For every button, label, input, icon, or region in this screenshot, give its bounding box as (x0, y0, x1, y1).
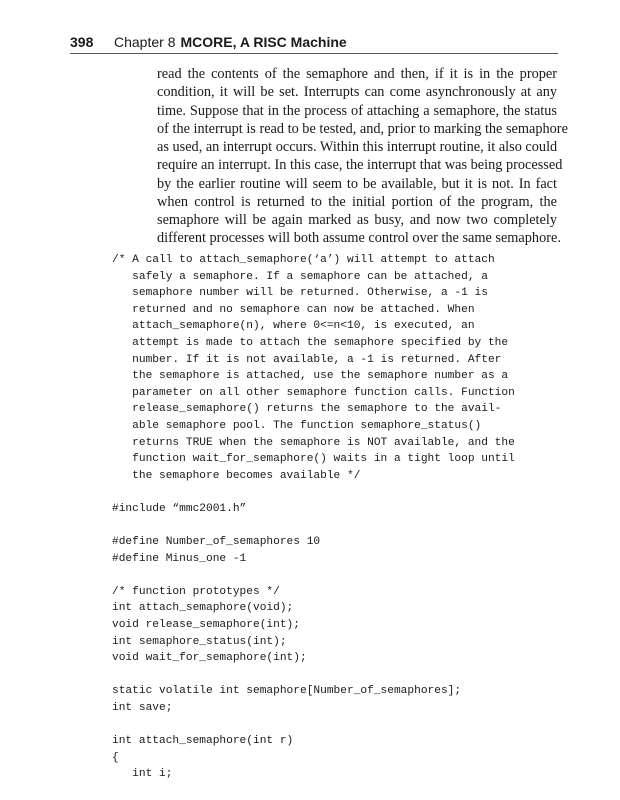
code-line: int semaphore_status(int); (112, 635, 287, 648)
code-line: void release_semaphore(int); (112, 619, 300, 632)
paragraph-line: time. Suppose that in the process of attaching a semaphore, the status (157, 102, 557, 119)
code-line: release_semaphore() returns the semaphore to the avail- (112, 403, 502, 416)
chapter-title: MCORE, A RISC Machine (180, 34, 347, 50)
code-line: #include “mmc2001.h” (112, 502, 247, 515)
code-line (112, 567, 515, 584)
paragraph-line: semaphore will be again marked as busy, and now two completely (157, 212, 557, 228)
chapter-heading (114, 34, 347, 50)
page-number: 398 (70, 34, 94, 50)
code-line: the semaphore becomes available */ (112, 469, 361, 482)
code-line: #define Number_of_semaphores 10 (112, 536, 321, 549)
code-line: attach_semaphore(n), where 0<=n<10, is executed, an (112, 320, 475, 333)
code-line: { (112, 751, 119, 764)
code-line: /* A call to attach_semaphore(‘a’) will attempt to attach (112, 254, 495, 266)
paragraph-line: as used, an interrupt occurs. Within this interrupt routine, it also could (157, 139, 558, 155)
code-listing (112, 252, 515, 783)
paragraph-line: by the earlier routine will seem to be available, but it is not. In fact (157, 175, 557, 192)
code-line: /* function prototypes */ (112, 585, 280, 598)
code-line: int save; (112, 702, 173, 715)
body-paragraph (157, 65, 568, 248)
code-line (112, 484, 515, 501)
chapter-label: Chapter 8 (114, 34, 176, 50)
code-line: safely a semaphore. If a semaphore can be attached, a (112, 270, 488, 283)
running-header (70, 33, 558, 54)
code-line: the semaphore is attached, use the semaphore number as a (112, 370, 509, 383)
code-line: number. If it is not available, a -1 is returned. After (112, 353, 502, 366)
code-line: returned and no semaphore can now be attached. When (112, 303, 475, 316)
code-line: void wait_for_semaphore(int); (112, 652, 307, 665)
code-line (112, 717, 515, 734)
paragraph-line: different processes will both assume control over the same semaphore. (157, 230, 561, 247)
code-line: semaphore number will be returned. Otherwise, a -1 is (112, 287, 488, 300)
code-line: int attach_semaphore(int r) (112, 735, 294, 748)
code-line: parameter on all other semaphore function calls. Function (112, 386, 515, 399)
code-line (112, 518, 515, 535)
code-line (112, 667, 515, 684)
code-line: able semaphore pool. The function semaphore_status() (112, 419, 482, 432)
paragraph-line: require an interrupt. In this case, the interrupt that was being processed (157, 157, 563, 174)
code-line: int attach_semaphore(void); (112, 602, 294, 615)
paragraph-line: of the interrupt is read to be tested, and, prior to marking the semaphore (157, 120, 568, 137)
code-line: function wait_for_semaphore() waits in a tight loop until (112, 453, 515, 466)
code-line: returns TRUE when the semaphore is NOT available, and the (112, 436, 515, 449)
paragraph-line: read the contents of the semaphore and then, if it is in the proper (157, 66, 557, 82)
code-line: static volatile int semaphore[Number_of_semaphores]; (112, 685, 462, 698)
code-line: attempt is made to attach the semaphore specified by the (112, 336, 509, 349)
paragraph-line: condition, it will be set. Interrupts can come asynchronously at any (157, 84, 557, 101)
paragraph-line: when control is returned to the initial portion of the program, the (157, 193, 557, 210)
code-line: int i; (112, 768, 173, 781)
code-line: #define Minus_one -1 (112, 552, 247, 565)
